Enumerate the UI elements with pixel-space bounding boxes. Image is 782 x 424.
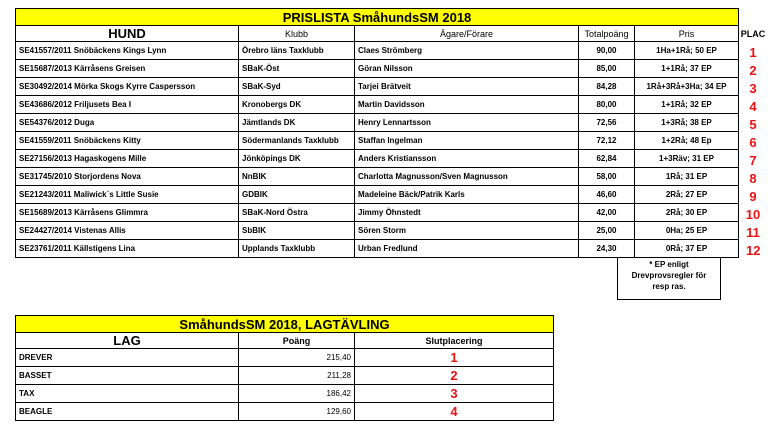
agare-cell: Charlotta Magnusson/Sven Magnusson [355, 168, 579, 186]
column-header-lag: LAG [16, 333, 239, 349]
klubb-cell: SBaK-Nord Östra [239, 204, 355, 222]
klubb-cell: Örebro läns Taxklubb [239, 42, 355, 60]
pris-cell: 1+2Rå; 48 Ep [635, 132, 739, 150]
placement-cell: 12 [746, 242, 761, 258]
hund-cell: SE31745/2010 Storjordens Nova [16, 168, 239, 186]
column-header-poang: Poäng [239, 333, 355, 349]
agare-cell: Henry Lennartsson [355, 114, 579, 132]
points-cell: 186,42 [239, 385, 355, 403]
prislista-table [15, 8, 768, 258]
table-row [16, 132, 768, 150]
pris-cell: 1+3Räv; 31 EP [635, 150, 739, 168]
table-row [16, 403, 554, 421]
hund-cell: SE41559/2011 Snöbäckens Kitty [16, 132, 239, 150]
footnote-line: * EP enligt [649, 260, 689, 269]
klubb-cell: SbBIK [239, 222, 355, 240]
placement-cell: 11 [746, 224, 760, 240]
placement-cell: 2 [355, 367, 554, 385]
agare-cell: Anders Kristiansson [355, 150, 579, 168]
agare-cell: Martin Davidsson [355, 96, 579, 114]
column-header-hund: HUND [16, 26, 239, 42]
placement-cell: 9 [749, 188, 757, 204]
placement-cell: 6 [749, 134, 757, 150]
totalpoang-cell: 25,00 [579, 222, 635, 240]
pris-cell: 0Ha; 25 EP [635, 222, 739, 240]
hund-cell: SE27156/2013 Hagaskogens Mille [16, 150, 239, 168]
pris-cell: 2Rå; 30 EP [635, 204, 739, 222]
klubb-cell: SBaK-Syd [239, 78, 355, 96]
totalpoang-cell: 84,28 [579, 78, 635, 96]
agare-cell: Sören Storm [355, 222, 579, 240]
team-cell: TAX [16, 385, 239, 403]
agare-cell: Tarjei Brätveit [355, 78, 579, 96]
hund-cell: SE15687/2013 Kärråsens Greisen [16, 60, 239, 78]
pris-cell: 1Ha+1Rå; 50 EP [635, 42, 739, 60]
prislista-title: PRISLISTA SmåhundsSM 2018 [16, 9, 739, 26]
points-cell: 215,40 [239, 349, 355, 367]
hund-cell: SE30492/2014 Mörka Skogs Kyrre Caspersson [16, 78, 239, 96]
team-cell: DREVER [16, 349, 239, 367]
agare-cell: Jimmy Öhnstedt [355, 204, 579, 222]
placement-cell: 7 [749, 152, 757, 168]
klubb-cell: Jämtlands DK [239, 114, 355, 132]
agare-cell: Göran Nilsson [355, 60, 579, 78]
table-row [16, 186, 768, 204]
placement-cell: 10 [745, 206, 761, 222]
hund-cell: SE24427/2014 Vistenas Allis [16, 222, 239, 240]
agare-cell: Claes Strömberg [355, 42, 579, 60]
table-row [16, 385, 554, 403]
column-header-totalpoang: Totalpoäng [579, 26, 635, 42]
klubb-cell: NnBIK [239, 168, 355, 186]
placement-cell: 8 [749, 170, 757, 186]
pris-cell: 1+3Rå; 38 EP [635, 114, 739, 132]
column-header-agare: Ägare/Förare [355, 26, 579, 42]
table-row [16, 60, 768, 78]
table-row [16, 42, 768, 60]
klubb-cell: Upplands Taxklubb [239, 240, 355, 258]
totalpoang-cell: 46,60 [579, 186, 635, 204]
table-row [16, 150, 768, 168]
hund-cell: SE21243/2011 Maliwick`s Little Susie [16, 186, 239, 204]
lagtavling-title: SmåhundsSM 2018, LAGTÄVLING [16, 316, 554, 333]
team-cell: BASSET [16, 367, 239, 385]
table-row [16, 78, 768, 96]
column-header-pris: Pris [635, 26, 739, 42]
placement-cell: 4 [749, 98, 757, 114]
placement-cell: 1 [355, 349, 554, 367]
pris-cell: 0Rå; 37 EP [635, 240, 739, 258]
hund-cell: SE15689/2013 Kärråsens Glimmra [16, 204, 239, 222]
hund-cell: SE41557/2011 Snöbäckens Kings Lynn [16, 42, 239, 60]
points-cell: 129,60 [239, 403, 355, 421]
totalpoang-cell: 80,00 [579, 96, 635, 114]
klubb-cell: GDBIK [239, 186, 355, 204]
lagtavling-table [15, 315, 554, 421]
ep-footnote [617, 258, 721, 300]
totalpoang-cell: 42,00 [579, 204, 635, 222]
agare-cell: Urban Fredlund [355, 240, 579, 258]
hund-cell: SE23761/2011 Källstigens Lina [16, 240, 239, 258]
column-header-plac: PLAC [740, 28, 766, 39]
table-row [16, 222, 768, 240]
klubb-cell: Jönköpings DK [239, 150, 355, 168]
placement-cell: 2 [749, 62, 757, 78]
pris-cell: 2Rå; 27 EP [635, 186, 739, 204]
totalpoang-cell: 90,00 [579, 42, 635, 60]
totalpoang-cell: 58,00 [579, 168, 635, 186]
table-row [16, 349, 554, 367]
totalpoang-cell: 72,12 [579, 132, 635, 150]
klubb-cell: Södermanlands Taxklubb [239, 132, 355, 150]
hund-cell: SE54376/2012 Duga [16, 114, 239, 132]
team-cell: BEAGLE [16, 403, 239, 421]
table-row [16, 96, 768, 114]
placement-cell: 4 [355, 403, 554, 421]
klubb-cell: Kronobergs DK [239, 96, 355, 114]
table-row [16, 168, 768, 186]
footnote-line: Drevprovsregler för [631, 271, 707, 280]
pris-cell: 1+1Rå; 32 EP [635, 96, 739, 114]
totalpoang-cell: 85,00 [579, 60, 635, 78]
pris-cell: 1+1Rå; 37 EP [635, 60, 739, 78]
table-row [16, 367, 554, 385]
agare-cell: Staffan Ingelman [355, 132, 579, 150]
pris-cell: 1Rå+3Rå+3Ha; 34 EP [635, 78, 739, 96]
column-header-klubb: Klubb [239, 26, 355, 42]
totalpoang-cell: 62,84 [579, 150, 635, 168]
table-row [16, 114, 768, 132]
agare-cell: Madeleine Bäck/Patrik Karls [355, 186, 579, 204]
placement-cell: 1 [749, 44, 757, 60]
placement-cell: 5 [749, 116, 757, 132]
column-header-slutplacering: Slutplacering [355, 333, 554, 349]
pris-cell: 1Rå; 31 EP [635, 168, 739, 186]
table-row [16, 204, 768, 222]
totalpoang-cell: 24,30 [579, 240, 635, 258]
klubb-cell: SBaK-Öst [239, 60, 355, 78]
placement-cell: 3 [355, 385, 554, 403]
table-row [16, 240, 768, 258]
points-cell: 211,28 [239, 367, 355, 385]
totalpoang-cell: 72,56 [579, 114, 635, 132]
footnote-line: resp ras. [652, 282, 686, 291]
placement-cell: 3 [749, 80, 757, 96]
hund-cell: SE43686/2012 Friljusets Bea I [16, 96, 239, 114]
